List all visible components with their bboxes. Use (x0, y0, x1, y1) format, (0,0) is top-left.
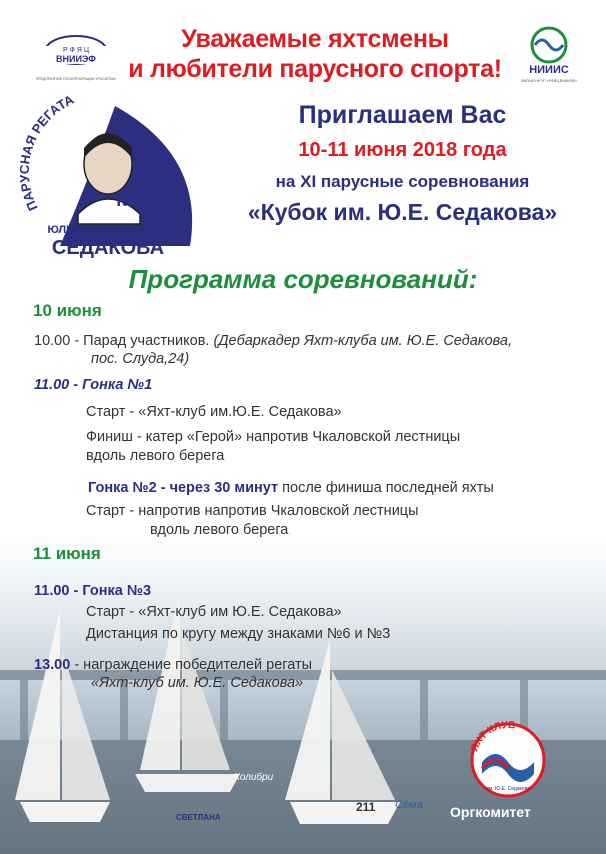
parade-line (34, 332, 594, 351)
boat-name-svetlana: СВЕТЛАНА (176, 813, 221, 822)
niiis-logo-name: НИИИС (529, 64, 569, 76)
vniief-logo-line2: ВНИИЭФ (56, 54, 96, 64)
award-line (34, 656, 312, 675)
award-time: 13.00 (34, 657, 71, 673)
regatta-emblem (20, 96, 205, 266)
organizer-label: Оргкомитет (450, 804, 531, 820)
emblem-arc-text: ПА АЯ РЕГАТА (20, 96, 77, 214)
invite-title: Приглашаем Вас (298, 101, 507, 129)
invite-date: 10-11 июня 2018 года (298, 139, 507, 161)
award-place: «Яхт-клуб им. Ю.Е. Седакова» (91, 675, 304, 691)
day1-label: 10 июня (33, 301, 102, 320)
boat-name-sema: Сёма (395, 799, 423, 811)
race3-distance: Дистанция по кругу между знаками №6 и №3 (86, 626, 391, 642)
race1-finish-1: Финиш - катер «Герой» напротив Чкаловской лестницы (86, 429, 461, 445)
parade-note-2: пос. Слуда,24) (91, 351, 190, 367)
race2-start-2: вдоль левого берега (150, 522, 289, 538)
svg-text:ПАРУСНАЯ РЕГАТА (20, 96, 77, 213)
race2-line (88, 479, 598, 498)
emblem-name: ЮЛИЯ ЕВГЕНЬЕВИЧА (47, 224, 169, 236)
invite-subtitle: на XI парусные соревнования (275, 172, 530, 191)
race2-start-1: Старт - напротив напротив Чкаловской лестницы (86, 503, 419, 519)
race1-finish-2: вдоль левого берега (86, 448, 225, 464)
boat-name-kolibri: Колибри (234, 772, 274, 783)
yacht-logo-top-text: ЯХТ КЛУБ (469, 719, 516, 754)
race2-title: Гонка №2 - через 30 минут (88, 480, 279, 496)
sail-number: 211 (356, 800, 376, 814)
parade-text: - Парад участников. (70, 333, 214, 349)
vniief-logo (36, 32, 116, 88)
parade-time: 10.00 (34, 333, 71, 349)
yacht-club-logo (462, 716, 554, 800)
day2-label: 11 июня (33, 544, 101, 563)
emblem-surname: СЕДАКОВА (51, 237, 165, 259)
invite-cup-name: «Кубок им. Ю.Е. Седакова» (247, 199, 558, 225)
niiis-logo (519, 25, 579, 87)
parade-note-1: (Дебаркадер Яхт-клуба им. Ю.Е. Седакова, (213, 333, 513, 349)
race3-start: Старт - «Яхт-клуб им Ю.Е. Седакова» (86, 604, 342, 620)
greeting-line2: и любители парусного спорта! (128, 55, 502, 83)
race1-start: Старт - «Яхт-клуб им.Ю.Е. Седакова» (86, 404, 342, 420)
program-title: Программа соревнований: (128, 264, 478, 294)
invitation (205, 100, 600, 227)
vniief-logo-line1: Р Ф Я Ц (62, 47, 90, 54)
race1-title: 11.00 - Гонка №1 (34, 377, 153, 393)
yacht-logo-bottom-text: им. Ю.Е. Седакова (486, 786, 530, 792)
greeting-line1: Уважаемые яхтсмены (181, 25, 449, 53)
race3-title: 11.00 - Гонка №3 (34, 583, 152, 599)
race2-rest: после финиша последней яхты (278, 480, 494, 496)
niiis-logo-caption: ФИЛИАЛ ФГУП «РФЯЦ-ВНИИЭФ» (520, 79, 578, 83)
greeting-headline (110, 24, 520, 84)
award-text: - награждение победителей регаты (70, 657, 313, 673)
vniief-logo-caption: ПРЕДПРИЯТИЕ ГОСКОРПОРАЦИИ «РОСАТОМ» (36, 77, 116, 81)
emblem-cup: КУБОК (116, 191, 174, 210)
